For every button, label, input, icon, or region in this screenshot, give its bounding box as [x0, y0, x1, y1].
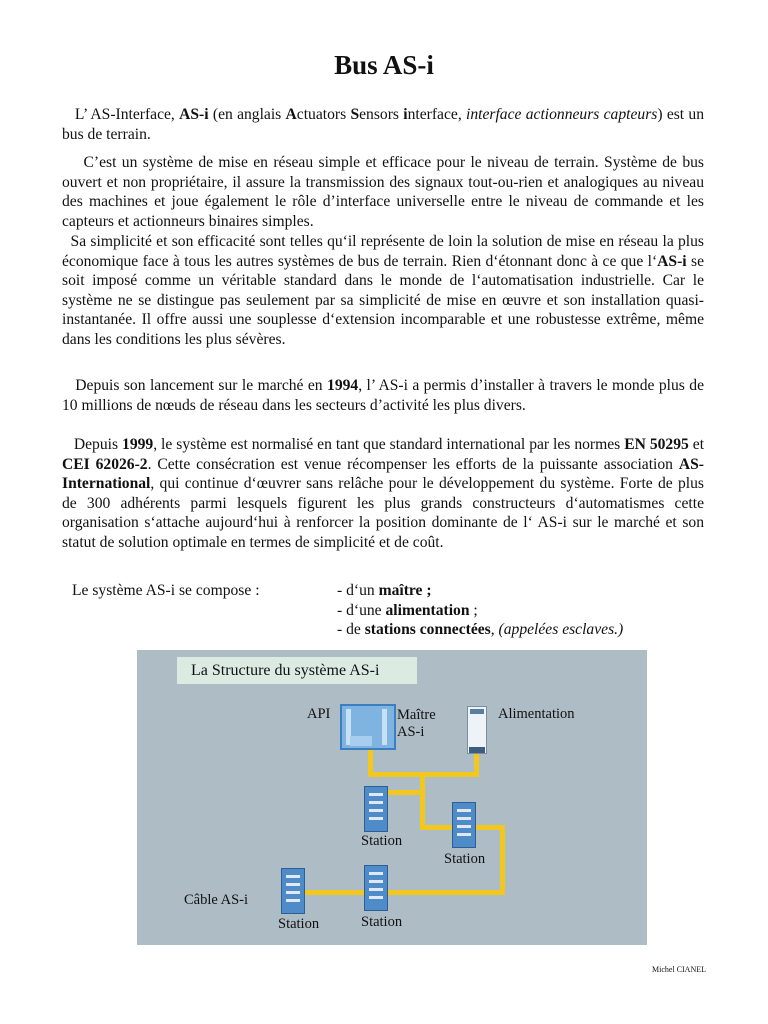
composition-item-master: - d‘un maître ;: [337, 582, 432, 599]
cable-segment: [420, 772, 425, 827]
paragraph-description: C’est un système de mise en réseau simple et efficace pour le niveau de terrain. Système de bus ouvert et non propriétaire, il assure la transmission des signaux tout-ou-rien et analogiques au niveau des machines et joue également le rôle d’interface universelle entre le niveau de commande et les capteurs et actionneurs binaires simples.: [62, 154, 705, 230]
author-credit: Michel CIANEL: [652, 965, 706, 974]
api-master-module: [340, 704, 396, 750]
master-label: Maître AS-i: [397, 707, 436, 740]
cable-segment: [387, 790, 423, 795]
paragraph-history: Depuis son lancement sur le marché en 1994, l’ AS-i a permis d’installer à travers le monde plus de 10 millions de nœuds de réseau dans les secteurs d’activité les plus divers.: [62, 377, 704, 414]
station-module: [364, 786, 388, 832]
page-title: Bus AS-i: [334, 50, 434, 80]
station-module: [364, 865, 388, 911]
station-label: Station: [361, 833, 403, 849]
diagram-title: La Structure du système AS-i: [177, 657, 417, 684]
composition-item-stations: - de stations connectées, (appelées esclaves.): [337, 621, 624, 639]
api-label: API: [307, 706, 331, 722]
station-label: Station: [444, 851, 486, 867]
station-label: Station: [361, 914, 403, 930]
cable-segment: [389, 890, 505, 895]
composition-items: [337, 581, 623, 640]
power-supply-module: [467, 706, 487, 754]
station-module: [452, 802, 476, 848]
paragraph-intro: L’ AS-Interface, AS-i (en anglais Actuators Sensors interface, interface actionneurs capteurs) est un bus de terrain.: [62, 106, 705, 143]
composition-item-power: - d‘une alimentation ;: [337, 601, 478, 619]
station-module: [281, 868, 305, 914]
power-supply-label: Alimentation: [498, 706, 575, 722]
composition-lead: Le système AS-i se compose :: [72, 582, 260, 599]
cable-segment: [500, 825, 505, 895]
paragraph-standard: Depuis 1999, le système est normalisé en tant que standard international par les normes EN 50295 et CEI 62026-2. Cette consécration est venue récompenser les efforts de la puissante association AS-International, qui continue d‘œuvrer sans relâche pour le développement du système. Forte de plus de 300 adhérents parmi lesquels figurent les plus grands constructeurs d‘automatismes cette organisation s‘attache aujourd‘hui à renforcer la position dominante de l‘ AS-i sur le marché et son statut de solution optimale en termes de simplicité et de coût.: [62, 436, 705, 551]
paragraph-simplicity: Sa simplicité et son efficacité sont telles qu‘il représente de loin la solution de mise en réseau la plus économique face à tous les autres systèmes de bus de terrain. Rien d‘étonnant donc à ce que l‘AS-i se soit imposé comme un véritable standard dans le monde de l‘automatisation industrielle. Car le système ne se distingue pas seulement par sa simplicité de mise en œuvre et son installation quasi-instantanée. Il offre aussi une souplesse d‘extension incomparable et une robustesse extrême, même dans les conditions les plus sévères.: [62, 233, 705, 348]
station-label: Station: [278, 916, 320, 932]
cable-label: Câble AS-i: [184, 892, 249, 908]
as-i-structure-diagram: [137, 650, 647, 945]
